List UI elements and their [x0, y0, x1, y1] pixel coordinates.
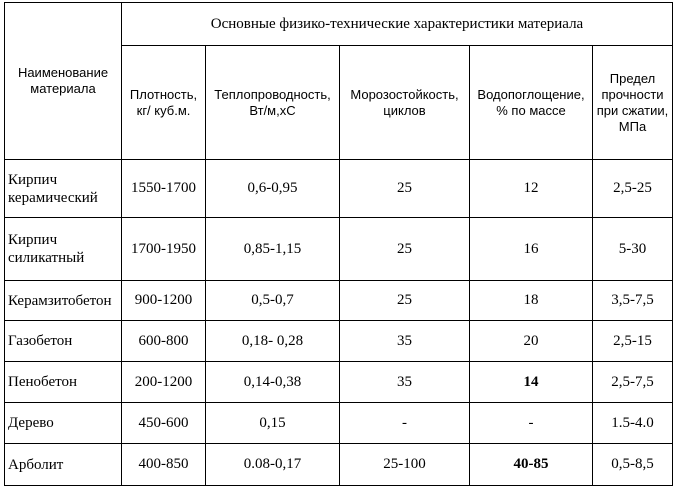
header-group-title: Основные физико-технические характеристики материала [122, 3, 673, 46]
frost-value: 25-100 [340, 444, 470, 486]
material-name: Арболит [5, 444, 122, 486]
absorption-value: 20 [470, 321, 593, 362]
table-row [5, 444, 673, 486]
density-value: 450-600 [122, 403, 206, 444]
density-value: 900-1200 [122, 281, 206, 321]
material-name: Пенобетон [5, 362, 122, 403]
absorption-value: 40-85 [470, 444, 593, 486]
strength-value: 2,5-15 [593, 321, 673, 362]
header-compressive-strength: Предел прочности при сжатии, МПа [593, 46, 673, 160]
material-properties-table [4, 2, 673, 486]
absorption-value: 12 [470, 160, 593, 218]
conductivity-value: 0.08-0,17 [206, 444, 340, 486]
absorption-value: 14 [470, 362, 593, 403]
table-row [5, 362, 673, 403]
table-row [5, 281, 673, 321]
conductivity-value: 0,14-0,38 [206, 362, 340, 403]
density-value: 1550-1700 [122, 160, 206, 218]
conductivity-value: 0,18- 0,28 [206, 321, 340, 362]
frost-value: 35 [340, 362, 470, 403]
table-row [5, 321, 673, 362]
density-value: 600-800 [122, 321, 206, 362]
conductivity-value: 0,15 [206, 403, 340, 444]
strength-value: 3,5-7,5 [593, 281, 673, 321]
frost-value: - [340, 403, 470, 444]
frost-value: 25 [340, 281, 470, 321]
header-row-1 [5, 3, 673, 46]
conductivity-value: 0,6-0,95 [206, 160, 340, 218]
header-conductivity: Теплопроводность, Вт/м,хС [206, 46, 340, 160]
strength-value: 2,5-25 [593, 160, 673, 218]
header-water-absorption: Водопоглощение, % по массе [470, 46, 593, 160]
material-name: Газобетон [5, 321, 122, 362]
header-density: Плотность, кг/ куб.м. [122, 46, 206, 160]
strength-value: 2,5-7,5 [593, 362, 673, 403]
header-frost-resistance: Морозостойкость, циклов [340, 46, 470, 160]
frost-value: 25 [340, 160, 470, 218]
strength-value: 0,5-8,5 [593, 444, 673, 486]
absorption-value: 16 [470, 218, 593, 281]
material-name: Дерево [5, 403, 122, 444]
density-value: 1700-1950 [122, 218, 206, 281]
table-row [5, 403, 673, 444]
material-name: Кирпич керамический [5, 160, 122, 218]
table-row [5, 160, 673, 218]
material-name: Керамзитобетон [5, 281, 122, 321]
absorption-value: - [470, 403, 593, 444]
density-value: 200-1200 [122, 362, 206, 403]
strength-value: 5-30 [593, 218, 673, 281]
material-table-container [4, 2, 673, 486]
strength-value: 1.5-4.0 [593, 403, 673, 444]
header-material-name: Наименование материала [5, 3, 122, 160]
material-name: Кирпич силикатный [5, 218, 122, 281]
table-row [5, 218, 673, 281]
density-value: 400-850 [122, 444, 206, 486]
absorption-value: 18 [470, 281, 593, 321]
frost-value: 25 [340, 218, 470, 281]
conductivity-value: 0,85-1,15 [206, 218, 340, 281]
conductivity-value: 0,5-0,7 [206, 281, 340, 321]
frost-value: 35 [340, 321, 470, 362]
